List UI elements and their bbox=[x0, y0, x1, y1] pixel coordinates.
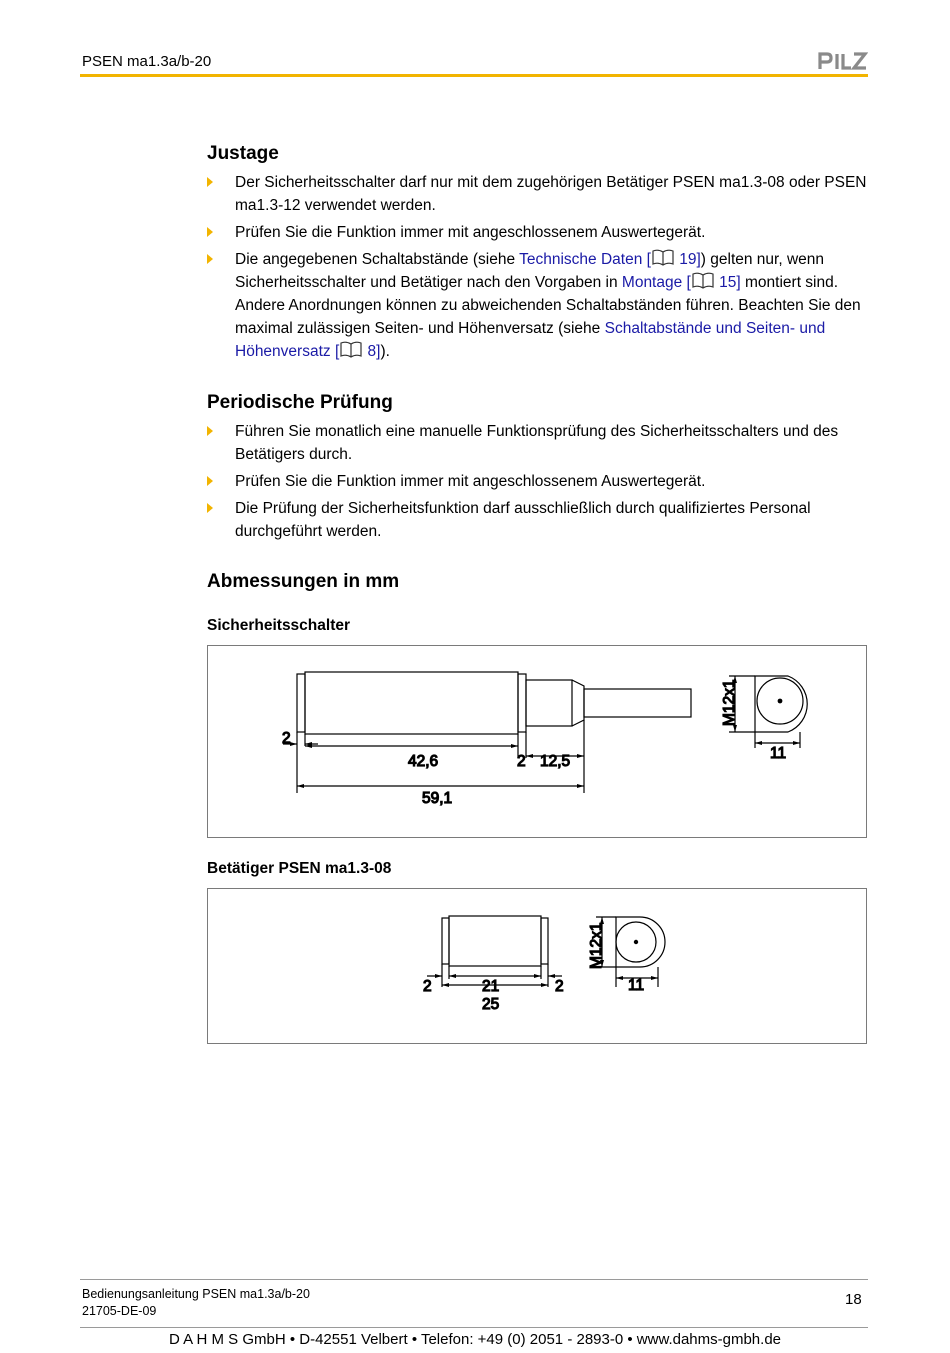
list-item: Die Prüfung der Sicherheitsfunktion darf ausschließlich durch qualifiziertes Personal durchgeführt werden. bbox=[207, 497, 867, 543]
list-item: Der Sicherheitsschalter darf nur mit dem zugehörigen Betätiger PSEN ma1.3-08 oder PSEN ma1.3-12 verwendet werden. bbox=[207, 171, 867, 217]
bullet-arrow-icon bbox=[207, 254, 213, 264]
book-icon bbox=[692, 272, 714, 289]
dim-label: 12,5 bbox=[540, 753, 571, 770]
dim-label: 42,6 bbox=[408, 753, 439, 770]
footer-doc-number: 21705-DE-09 bbox=[82, 1304, 157, 1318]
dim-label: 11 bbox=[628, 977, 645, 994]
section-title-justage: Justage bbox=[207, 143, 279, 164]
list-item: Prüfen Sie die Funktion immer mit angeschlossenem Auswertegerät. bbox=[207, 221, 867, 244]
dim-label: 2 bbox=[282, 730, 291, 747]
footer-address: D A H M S GmbH • D-42551 Velbert • Telefon: +49 (0) 2051 - 2893-0 • www.dahms-gmbh.de bbox=[168, 1331, 782, 1348]
bullet-arrow-icon bbox=[207, 503, 213, 513]
dim-label: 21 bbox=[482, 978, 500, 995]
list-item: Die angegebenen Schaltabstände (siehe Technische Daten [ 19]) gelten nur, wenn Sicherheitsschalter und Betätiger nach den Vorgaben in Montage [ 15] montiert sind. Andere Anordnungen können zu abweichenden Schaltabständen führen. Beachten Sie den maximal zulässigen Seiten- und Höhenversatz (siehe Schaltabstände und Seiten- und Höhenversatz [ 8]). bbox=[207, 248, 867, 363]
bullet-arrow-icon bbox=[207, 476, 213, 486]
footer-rule bbox=[80, 1279, 868, 1280]
link-schaltabstaende[interactable]: Schaltabstände und Seiten- und Höhenversatz [ 8] bbox=[235, 320, 826, 360]
section-title-periodic: Periodische Prüfung bbox=[207, 392, 393, 413]
dim-label: M12x1 bbox=[588, 922, 605, 969]
pilz-logo bbox=[818, 52, 868, 75]
list-item: Führen Sie monatlich eine manuelle Funktionsprüfung des Sicherheitsschalters und des Betätigers durch. bbox=[207, 420, 867, 466]
header-rule bbox=[80, 74, 868, 77]
page-number: 18 bbox=[845, 1291, 862, 1308]
dim-label: 2 bbox=[517, 753, 526, 770]
subtitle-actuator: Betätiger PSEN ma1.3-08 bbox=[207, 860, 392, 877]
bullet-arrow-icon bbox=[207, 177, 213, 187]
header-title: PSEN ma1.3a/b-20 bbox=[82, 53, 212, 70]
bullet-arrow-icon bbox=[207, 426, 213, 436]
link-technische-daten[interactable]: Technische Daten [ 19] bbox=[519, 251, 701, 268]
list-item: Prüfen Sie die Funktion immer mit angeschlossenem Auswertegerät. bbox=[207, 470, 867, 493]
dim-label: 2 bbox=[555, 978, 564, 995]
section-title-dimensions: Abmessungen in mm bbox=[207, 571, 400, 592]
book-icon bbox=[652, 249, 674, 266]
book-icon bbox=[340, 341, 362, 358]
dim-label: 25 bbox=[482, 996, 500, 1013]
link-montage[interactable]: Montage [ 15] bbox=[621, 274, 741, 291]
actuator-dimension-drawing bbox=[207, 888, 867, 1044]
subtitle-switch: Sicherheitsschalter bbox=[207, 617, 351, 634]
dim-label: 11 bbox=[770, 745, 787, 762]
dim-label: 2 bbox=[423, 978, 432, 995]
switch-dimension-drawing bbox=[207, 645, 867, 838]
dim-label: 59,1 bbox=[422, 790, 453, 807]
bullet-arrow-icon bbox=[207, 227, 213, 237]
footer-doc-title: Bedienungsanleitung PSEN ma1.3a/b-20 bbox=[82, 1287, 310, 1301]
footer-rule bbox=[80, 1327, 868, 1328]
dim-label: M12x1 bbox=[721, 679, 738, 726]
